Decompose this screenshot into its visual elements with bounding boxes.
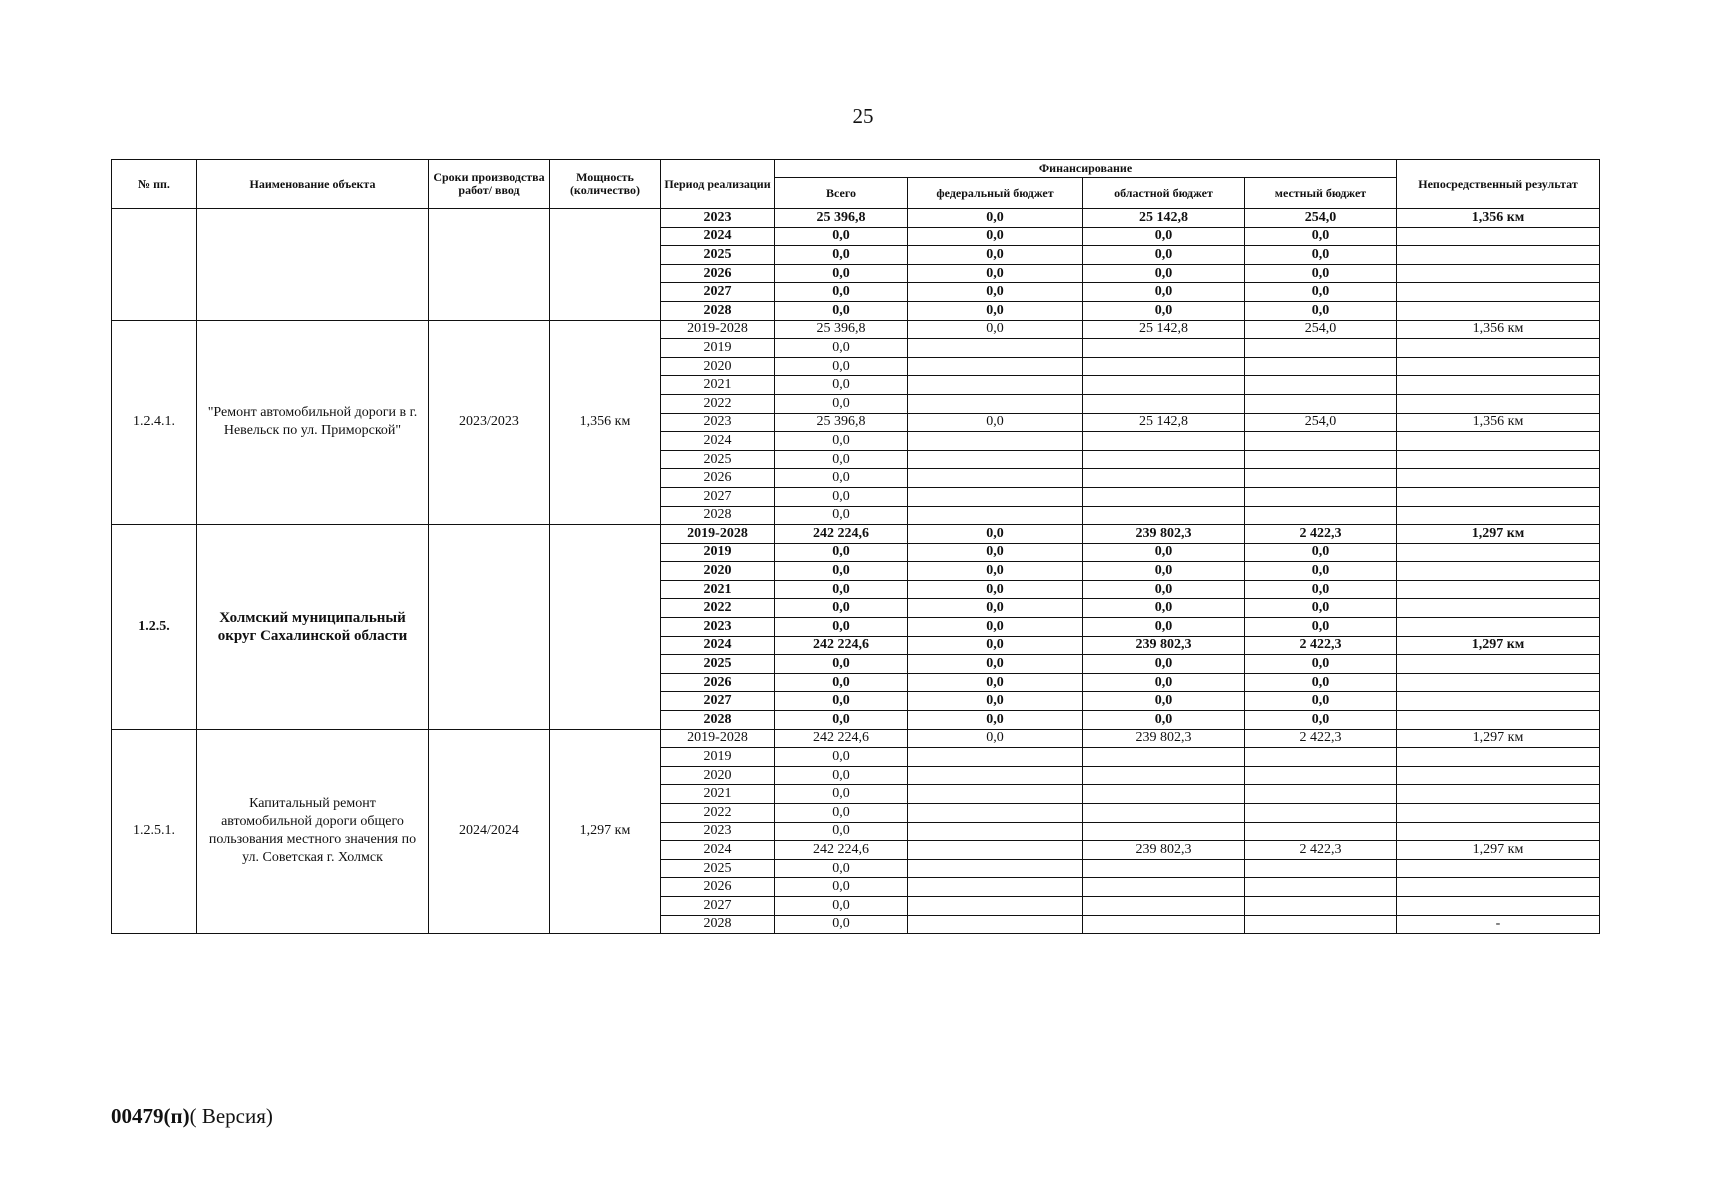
period-cell: 2024: [661, 227, 775, 246]
table-body: [112, 209, 1600, 934]
total-cell: 0,0: [775, 878, 908, 897]
result-cell: [1397, 450, 1600, 469]
regional-cell: 25 142,8: [1083, 320, 1245, 339]
result-cell: [1397, 748, 1600, 767]
page-number: 25: [852, 104, 874, 128]
federal-cell: [908, 357, 1083, 376]
document-code: 00479(п): [111, 1104, 190, 1128]
federal-cell: 0,0: [908, 655, 1083, 674]
period-cell: 2019: [661, 748, 775, 767]
total-cell: 0,0: [775, 394, 908, 413]
local-cell: 2 422,3: [1245, 525, 1397, 544]
federal-cell: 0,0: [908, 264, 1083, 283]
local-cell: 0,0: [1245, 673, 1397, 692]
local-cell: 0,0: [1245, 543, 1397, 562]
total-cell: 242 224,6: [775, 525, 908, 544]
financing-table-container: [111, 159, 1599, 934]
federal-cell: 0,0: [908, 246, 1083, 265]
regional-cell: [1083, 766, 1245, 785]
total-cell: 0,0: [775, 748, 908, 767]
total-cell: 25 396,8: [775, 413, 908, 432]
federal-cell: [908, 487, 1083, 506]
regional-cell: 239 802,3: [1083, 525, 1245, 544]
federal-cell: [908, 766, 1083, 785]
local-cell: [1245, 822, 1397, 841]
total-cell: 0,0: [775, 618, 908, 637]
result-cell: [1397, 655, 1600, 674]
federal-cell: 0,0: [908, 209, 1083, 228]
federal-cell: 0,0: [908, 227, 1083, 246]
total-cell: 0,0: [775, 246, 908, 265]
federal-cell: [908, 804, 1083, 823]
object-name-cell: [197, 209, 429, 321]
local-cell: [1245, 896, 1397, 915]
local-cell: 0,0: [1245, 246, 1397, 265]
result-cell: 1,356 км: [1397, 209, 1600, 228]
total-cell: 0,0: [775, 785, 908, 804]
local-cell: [1245, 878, 1397, 897]
period-cell: 2028: [661, 711, 775, 730]
period-cell: 2028: [661, 506, 775, 525]
local-cell: [1245, 432, 1397, 451]
result-cell: [1397, 859, 1600, 878]
local-cell: 0,0: [1245, 711, 1397, 730]
local-cell: 254,0: [1245, 413, 1397, 432]
header-regional-budget: областной бюджет: [1083, 178, 1245, 209]
result-cell: [1397, 822, 1600, 841]
total-cell: 0,0: [775, 339, 908, 358]
period-cell: 2021: [661, 785, 775, 804]
capacity-cell: 1,356 км: [550, 320, 661, 525]
total-cell: 0,0: [775, 487, 908, 506]
table-row: [112, 209, 1600, 228]
total-cell: 0,0: [775, 673, 908, 692]
result-cell: [1397, 339, 1600, 358]
result-cell: 1,297 км: [1397, 841, 1600, 860]
result-cell: [1397, 469, 1600, 488]
total-cell: 0,0: [775, 692, 908, 711]
regional-cell: [1083, 785, 1245, 804]
period-cell: 2020: [661, 357, 775, 376]
total-cell: 25 396,8: [775, 320, 908, 339]
result-cell: [1397, 673, 1600, 692]
regional-cell: [1083, 859, 1245, 878]
result-cell: 1,297 км: [1397, 729, 1600, 748]
federal-cell: 0,0: [908, 636, 1083, 655]
total-cell: 0,0: [775, 450, 908, 469]
result-cell: [1397, 394, 1600, 413]
federal-cell: 0,0: [908, 413, 1083, 432]
total-cell: 0,0: [775, 655, 908, 674]
result-cell: [1397, 804, 1600, 823]
period-cell: 2027: [661, 283, 775, 302]
object-name-cell: Капитальный ремонт автомобильной дороги общего пользования местного значения по ул. Советская г. Холмск: [197, 729, 429, 934]
regional-cell: 239 802,3: [1083, 636, 1245, 655]
result-cell: [1397, 896, 1600, 915]
document-footer: [111, 1104, 273, 1129]
local-cell: [1245, 450, 1397, 469]
regional-cell: [1083, 878, 1245, 897]
financing-table: [111, 159, 1600, 934]
local-cell: [1245, 487, 1397, 506]
regional-cell: [1083, 450, 1245, 469]
result-cell: [1397, 227, 1600, 246]
regional-cell: [1083, 469, 1245, 488]
period-cell: 2019-2028: [661, 729, 775, 748]
header-number: № пп.: [112, 160, 197, 209]
period-cell: 2026: [661, 878, 775, 897]
regional-cell: 0,0: [1083, 673, 1245, 692]
regional-cell: 0,0: [1083, 599, 1245, 618]
regional-cell: [1083, 376, 1245, 395]
regional-cell: [1083, 357, 1245, 376]
period-cell: 2027: [661, 692, 775, 711]
federal-cell: [908, 450, 1083, 469]
work-terms-cell: 2023/2023: [429, 320, 550, 525]
federal-cell: [908, 841, 1083, 860]
result-cell: [1397, 283, 1600, 302]
period-cell: 2025: [661, 859, 775, 878]
period-cell: 2019: [661, 543, 775, 562]
row-number-cell: [112, 209, 197, 321]
federal-cell: 0,0: [908, 283, 1083, 302]
local-cell: [1245, 339, 1397, 358]
local-cell: [1245, 394, 1397, 413]
total-cell: 0,0: [775, 822, 908, 841]
work-terms-cell: [429, 525, 550, 730]
total-cell: 0,0: [775, 915, 908, 934]
header-period: Период реализации: [661, 160, 775, 209]
regional-cell: [1083, 394, 1245, 413]
local-cell: [1245, 469, 1397, 488]
federal-cell: [908, 859, 1083, 878]
local-cell: 0,0: [1245, 264, 1397, 283]
regional-cell: 0,0: [1083, 543, 1245, 562]
local-cell: 0,0: [1245, 283, 1397, 302]
result-cell: [1397, 580, 1600, 599]
federal-cell: [908, 394, 1083, 413]
total-cell: 0,0: [775, 301, 908, 320]
regional-cell: 0,0: [1083, 692, 1245, 711]
result-cell: 1,297 км: [1397, 636, 1600, 655]
total-cell: 0,0: [775, 227, 908, 246]
regional-cell: 25 142,8: [1083, 209, 1245, 228]
table-row: [112, 320, 1600, 339]
local-cell: [1245, 748, 1397, 767]
local-cell: 254,0: [1245, 209, 1397, 228]
total-cell: 0,0: [775, 599, 908, 618]
result-cell: 1,356 км: [1397, 320, 1600, 339]
row-number-cell: 1.2.5.1.: [112, 729, 197, 934]
table-row: [112, 525, 1600, 544]
result-cell: 1,356 км: [1397, 413, 1600, 432]
federal-cell: 0,0: [908, 692, 1083, 711]
period-cell: 2019-2028: [661, 320, 775, 339]
header-result: Непосредственный результат: [1397, 160, 1600, 209]
regional-cell: 0,0: [1083, 618, 1245, 637]
result-cell: [1397, 599, 1600, 618]
result-cell: [1397, 618, 1600, 637]
regional-cell: [1083, 915, 1245, 934]
local-cell: 0,0: [1245, 692, 1397, 711]
total-cell: 0,0: [775, 376, 908, 395]
total-cell: 0,0: [775, 432, 908, 451]
result-cell: [1397, 432, 1600, 451]
local-cell: [1245, 766, 1397, 785]
result-cell: [1397, 766, 1600, 785]
period-cell: 2023: [661, 209, 775, 228]
local-cell: 0,0: [1245, 227, 1397, 246]
header-local-budget: местный бюджет: [1245, 178, 1397, 209]
result-cell: [1397, 543, 1600, 562]
federal-cell: [908, 506, 1083, 525]
header-capacity: Мощность (количество): [550, 160, 661, 209]
result-cell: [1397, 692, 1600, 711]
period-cell: 2022: [661, 394, 775, 413]
period-cell: 2028: [661, 915, 775, 934]
capacity-cell: 1,297 км: [550, 729, 661, 934]
federal-cell: [908, 748, 1083, 767]
object-name-cell: Холмский муниципальный округ Сахалинской области: [197, 525, 429, 730]
regional-cell: [1083, 822, 1245, 841]
table-header: [112, 160, 1600, 209]
regional-cell: [1083, 748, 1245, 767]
row-number-cell: 1.2.5.: [112, 525, 197, 730]
period-cell: 2019-2028: [661, 525, 775, 544]
federal-cell: [908, 785, 1083, 804]
period-cell: 2025: [661, 655, 775, 674]
local-cell: [1245, 506, 1397, 525]
local-cell: [1245, 859, 1397, 878]
federal-cell: 0,0: [908, 543, 1083, 562]
capacity-cell: [550, 525, 661, 730]
period-cell: 2020: [661, 562, 775, 581]
local-cell: 0,0: [1245, 655, 1397, 674]
federal-cell: [908, 339, 1083, 358]
regional-cell: 239 802,3: [1083, 729, 1245, 748]
regional-cell: 0,0: [1083, 246, 1245, 265]
total-cell: 0,0: [775, 283, 908, 302]
local-cell: 2 422,3: [1245, 729, 1397, 748]
regional-cell: 0,0: [1083, 264, 1245, 283]
header-object-name: Наименование объекта: [197, 160, 429, 209]
federal-cell: [908, 896, 1083, 915]
header-work-terms: Сроки производства работ/ ввод: [429, 160, 550, 209]
result-cell: [1397, 264, 1600, 283]
federal-cell: [908, 432, 1083, 451]
total-cell: 0,0: [775, 357, 908, 376]
regional-cell: 0,0: [1083, 655, 1245, 674]
result-cell: [1397, 376, 1600, 395]
period-cell: 2026: [661, 469, 775, 488]
period-cell: 2021: [661, 580, 775, 599]
federal-cell: 0,0: [908, 301, 1083, 320]
result-cell: [1397, 487, 1600, 506]
regional-cell: 0,0: [1083, 580, 1245, 599]
header-federal-budget: федеральный бюджет: [908, 178, 1083, 209]
period-cell: 2024: [661, 636, 775, 655]
regional-cell: [1083, 804, 1245, 823]
federal-cell: 0,0: [908, 562, 1083, 581]
local-cell: 254,0: [1245, 320, 1397, 339]
total-cell: 0,0: [775, 859, 908, 878]
period-cell: 2023: [661, 413, 775, 432]
total-cell: 242 224,6: [775, 729, 908, 748]
work-terms-cell: 2024/2024: [429, 729, 550, 934]
total-cell: 0,0: [775, 766, 908, 785]
header-total: Всего: [775, 178, 908, 209]
federal-cell: [908, 915, 1083, 934]
regional-cell: 0,0: [1083, 711, 1245, 730]
federal-cell: 0,0: [908, 711, 1083, 730]
local-cell: [1245, 804, 1397, 823]
period-cell: 2025: [661, 450, 775, 469]
local-cell: [1245, 357, 1397, 376]
local-cell: 0,0: [1245, 301, 1397, 320]
local-cell: 0,0: [1245, 599, 1397, 618]
total-cell: 25 396,8: [775, 209, 908, 228]
total-cell: 0,0: [775, 264, 908, 283]
federal-cell: 0,0: [908, 729, 1083, 748]
period-cell: 2027: [661, 896, 775, 915]
regional-cell: 25 142,8: [1083, 413, 1245, 432]
period-cell: 2026: [661, 264, 775, 283]
local-cell: 0,0: [1245, 618, 1397, 637]
period-cell: 2028: [661, 301, 775, 320]
local-cell: 0,0: [1245, 562, 1397, 581]
federal-cell: 0,0: [908, 599, 1083, 618]
total-cell: 242 224,6: [775, 841, 908, 860]
total-cell: 242 224,6: [775, 636, 908, 655]
regional-cell: 0,0: [1083, 283, 1245, 302]
regional-cell: 0,0: [1083, 227, 1245, 246]
federal-cell: 0,0: [908, 580, 1083, 599]
regional-cell: 0,0: [1083, 301, 1245, 320]
result-cell: [1397, 562, 1600, 581]
federal-cell: [908, 469, 1083, 488]
regional-cell: [1083, 432, 1245, 451]
period-cell: 2027: [661, 487, 775, 506]
regional-cell: [1083, 487, 1245, 506]
document-version: ( Версия): [189, 1104, 273, 1128]
local-cell: [1245, 376, 1397, 395]
period-cell: 2022: [661, 804, 775, 823]
local-cell: [1245, 785, 1397, 804]
period-cell: 2023: [661, 822, 775, 841]
table-row: [112, 729, 1600, 748]
federal-cell: [908, 822, 1083, 841]
result-cell: -: [1397, 915, 1600, 934]
result-cell: [1397, 785, 1600, 804]
federal-cell: [908, 376, 1083, 395]
regional-cell: 239 802,3: [1083, 841, 1245, 860]
result-cell: [1397, 506, 1600, 525]
capacity-cell: [550, 209, 661, 321]
local-cell: 0,0: [1245, 580, 1397, 599]
federal-cell: 0,0: [908, 525, 1083, 544]
total-cell: 0,0: [775, 711, 908, 730]
result-cell: [1397, 878, 1600, 897]
result-cell: [1397, 301, 1600, 320]
total-cell: 0,0: [775, 562, 908, 581]
result-cell: [1397, 711, 1600, 730]
period-cell: 2021: [661, 376, 775, 395]
period-cell: 2024: [661, 841, 775, 860]
period-cell: 2025: [661, 246, 775, 265]
local-cell: 2 422,3: [1245, 841, 1397, 860]
period-cell: 2026: [661, 673, 775, 692]
local-cell: 2 422,3: [1245, 636, 1397, 655]
total-cell: 0,0: [775, 543, 908, 562]
total-cell: 0,0: [775, 896, 908, 915]
result-cell: [1397, 357, 1600, 376]
regional-cell: [1083, 339, 1245, 358]
regional-cell: [1083, 506, 1245, 525]
work-terms-cell: [429, 209, 550, 321]
object-name-cell: "Ремонт автомобильной дороги в г. Невельск по ул. Приморской": [197, 320, 429, 525]
total-cell: 0,0: [775, 580, 908, 599]
local-cell: [1245, 915, 1397, 934]
total-cell: 0,0: [775, 804, 908, 823]
result-cell: [1397, 246, 1600, 265]
federal-cell: 0,0: [908, 673, 1083, 692]
period-cell: 2023: [661, 618, 775, 637]
period-cell: 2022: [661, 599, 775, 618]
result-cell: 1,297 км: [1397, 525, 1600, 544]
federal-cell: [908, 878, 1083, 897]
federal-cell: 0,0: [908, 618, 1083, 637]
regional-cell: [1083, 896, 1245, 915]
row-number-cell: 1.2.4.1.: [112, 320, 197, 525]
period-cell: 2024: [661, 432, 775, 451]
header-financing: Финансирование: [775, 160, 1397, 178]
total-cell: 0,0: [775, 469, 908, 488]
regional-cell: 0,0: [1083, 562, 1245, 581]
period-cell: 2019: [661, 339, 775, 358]
federal-cell: 0,0: [908, 320, 1083, 339]
period-cell: 2020: [661, 766, 775, 785]
total-cell: 0,0: [775, 506, 908, 525]
